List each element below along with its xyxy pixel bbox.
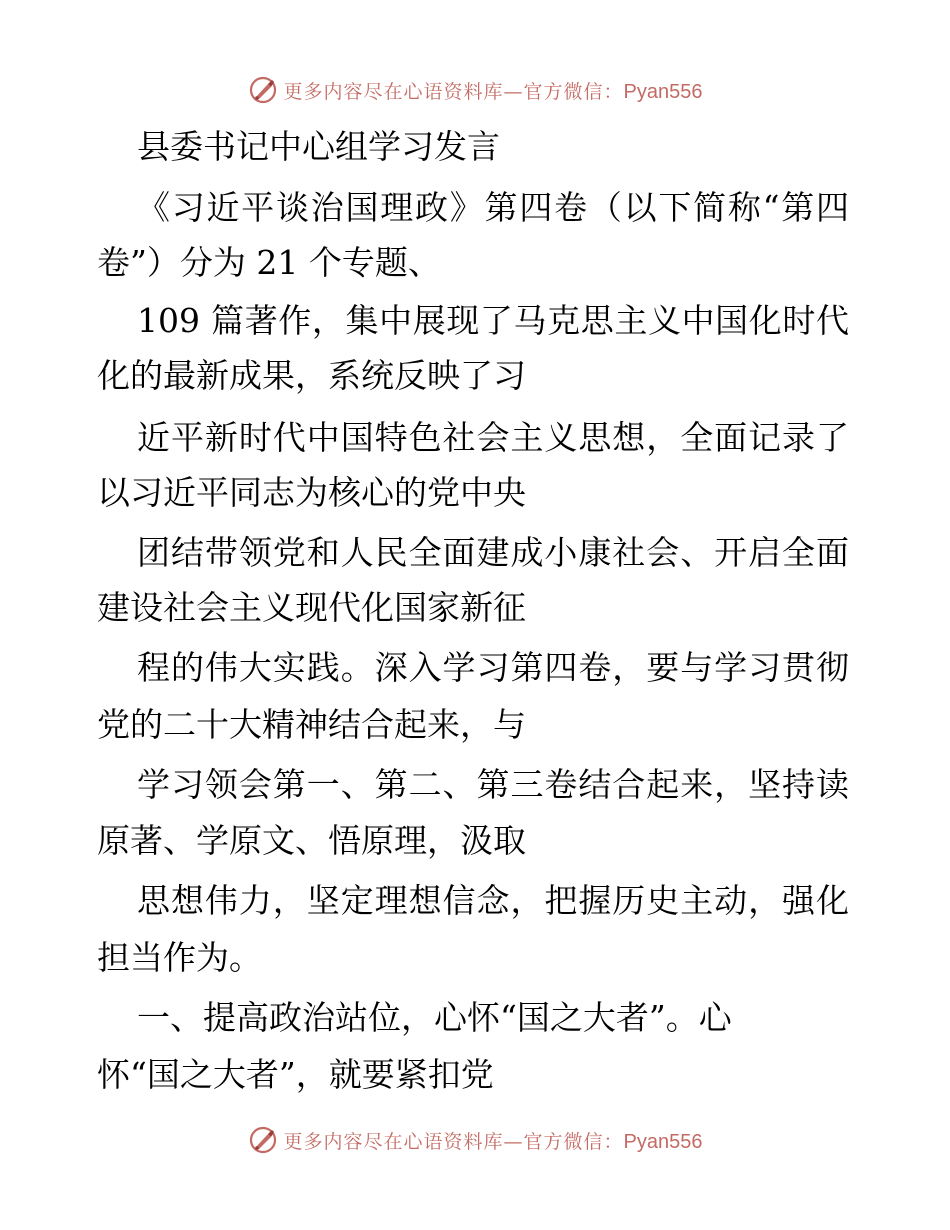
text-line: 建设社会主义现代化国家新征 bbox=[97, 588, 526, 627]
watermark-wechat-id: Pyan556 bbox=[623, 1130, 703, 1153]
watermark-text: 更多内容尽在心语资料库—官方微信：Pyan556 bbox=[283, 1130, 703, 1153]
text-line: 怀“国之大者”，就要紧扣党 bbox=[97, 1055, 494, 1094]
document-title: 县委书记中心组学习发言 bbox=[137, 127, 500, 166]
text-line: 团结带领党和人民全面建成小康社会、开启全面 bbox=[137, 533, 849, 572]
text-line: 程的伟大实践。深入学习第四卷，要与学习贯彻 bbox=[137, 648, 849, 687]
section-heading: 一、提高政治站位，心怀“国之大者”。心 bbox=[137, 998, 732, 1037]
text-line: 以习近平同志为核心的党中央 bbox=[97, 473, 526, 512]
text-line: 担当作为。 bbox=[97, 938, 262, 977]
text-line: 109 篇著作，集中展现了马克思主义中国化时代 bbox=[137, 301, 849, 340]
text-line: 思想伟力，坚定理想信念，把握历史主动，强化 bbox=[137, 881, 849, 920]
watermark-wechat-id: Pyan556 bbox=[623, 80, 703, 103]
text-line: 《习近平谈治国理政》第四卷（以下简称“第四 bbox=[137, 188, 849, 227]
text-line: 学习领会第一、第二、第三卷结合起来，坚持读 bbox=[137, 765, 849, 804]
watermark-footer bbox=[0, 1120, 950, 1160]
text-line: 卷”）分为 21 个专题、 bbox=[97, 243, 441, 282]
quill-pen-logo-icon bbox=[248, 1125, 278, 1155]
text-line: 党的二十大精神结合起来，与 bbox=[97, 705, 526, 744]
watermark-text: 更多内容尽在心语资料库—官方微信：Pyan556 bbox=[283, 80, 703, 103]
text-line: 原著、学原文、悟原理，汲取 bbox=[97, 821, 526, 860]
text-line: 近平新时代中国特色社会主义思想，全面记录了 bbox=[137, 418, 849, 457]
text-line: 化的最新成果，系统反映了习 bbox=[97, 356, 526, 395]
